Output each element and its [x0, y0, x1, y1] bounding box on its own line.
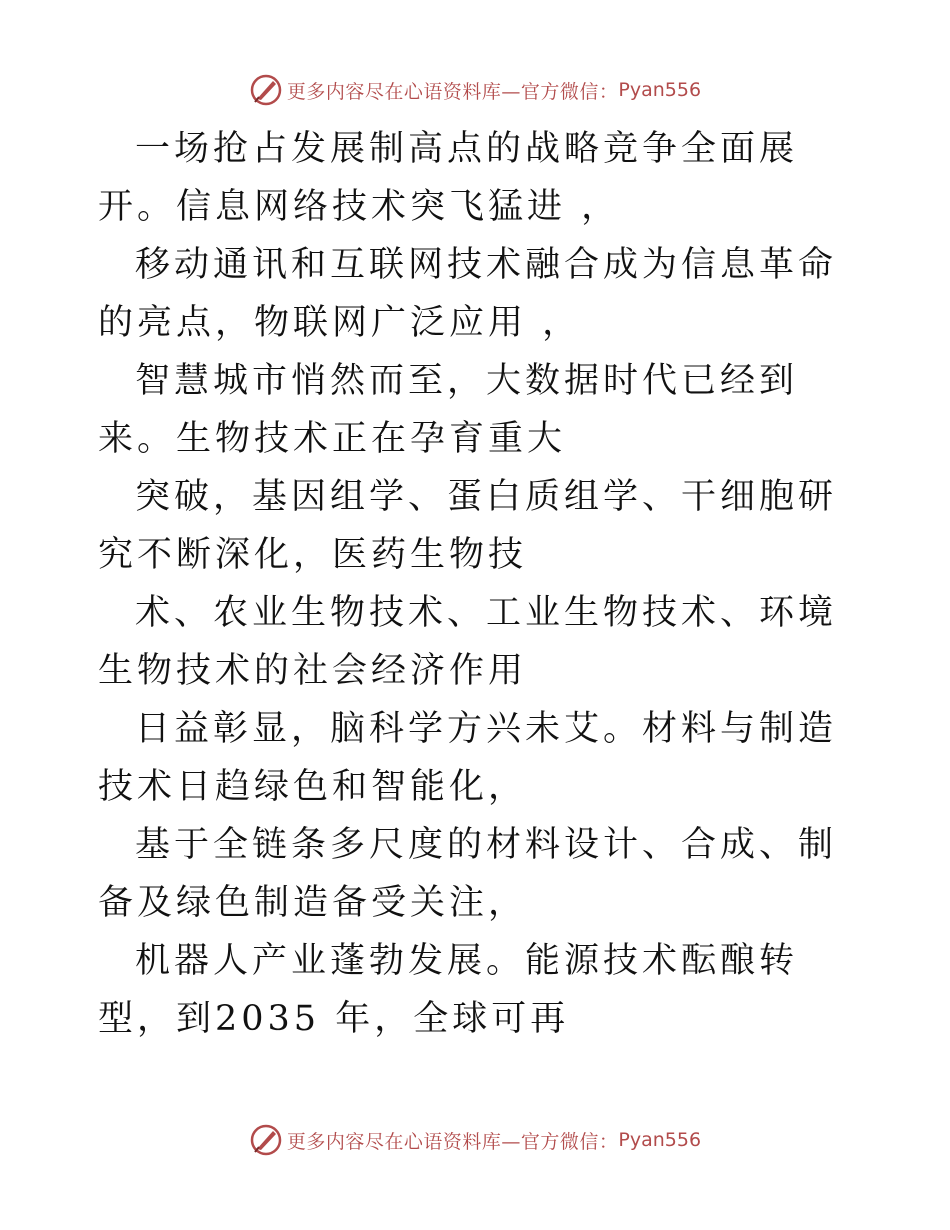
paragraph: 一场抢占发展制高点的战略竞争全面展开。信息网络技术突飞猛进 ，: [98, 129, 799, 227]
header-banner: [0, 70, 950, 110]
paragraph: 智慧城市悄然而至，大数据时代已经到来。生物技术正在孕育重大: [98, 361, 799, 459]
footer-wechat-id: Pyan556: [618, 1129, 702, 1151]
paragraph: 日益彰显，脑科学方兴未艾。材料与制造技术日趋绿色和智能化，: [98, 709, 838, 807]
header-banner-text: 更多内容尽在心语资料库—官方微信：: [286, 80, 619, 103]
header-wechat-id: Pyan556: [618, 79, 702, 101]
paragraph: 突破，基因组学、蛋白质组学、干细胞研究不断深化，医药生物技: [98, 477, 838, 575]
footer-banner: [0, 1120, 950, 1160]
feather-pen-logo-icon: [249, 73, 283, 107]
paragraph: 基于全链条多尺度的材料设计、合成、制备及绿色制造备受关注，: [98, 825, 838, 923]
paragraph: 术、农业生物技术、工业生物技术、环境生物技术的社会经济作用: [98, 593, 838, 691]
document-body: [98, 120, 868, 1048]
feather-pen-logo-icon: [249, 1123, 283, 1157]
paragraph: 移动通讯和互联网技术融合成为信息革命的亮点，物联网广泛应用 ，: [98, 245, 838, 343]
footer-banner-text: 更多内容尽在心语资料库—官方微信：: [286, 1130, 619, 1153]
paragraph: 机器人产业蓬勃发展。能源技术酝酿转型，到2035 年，全球可再: [98, 941, 799, 1039]
